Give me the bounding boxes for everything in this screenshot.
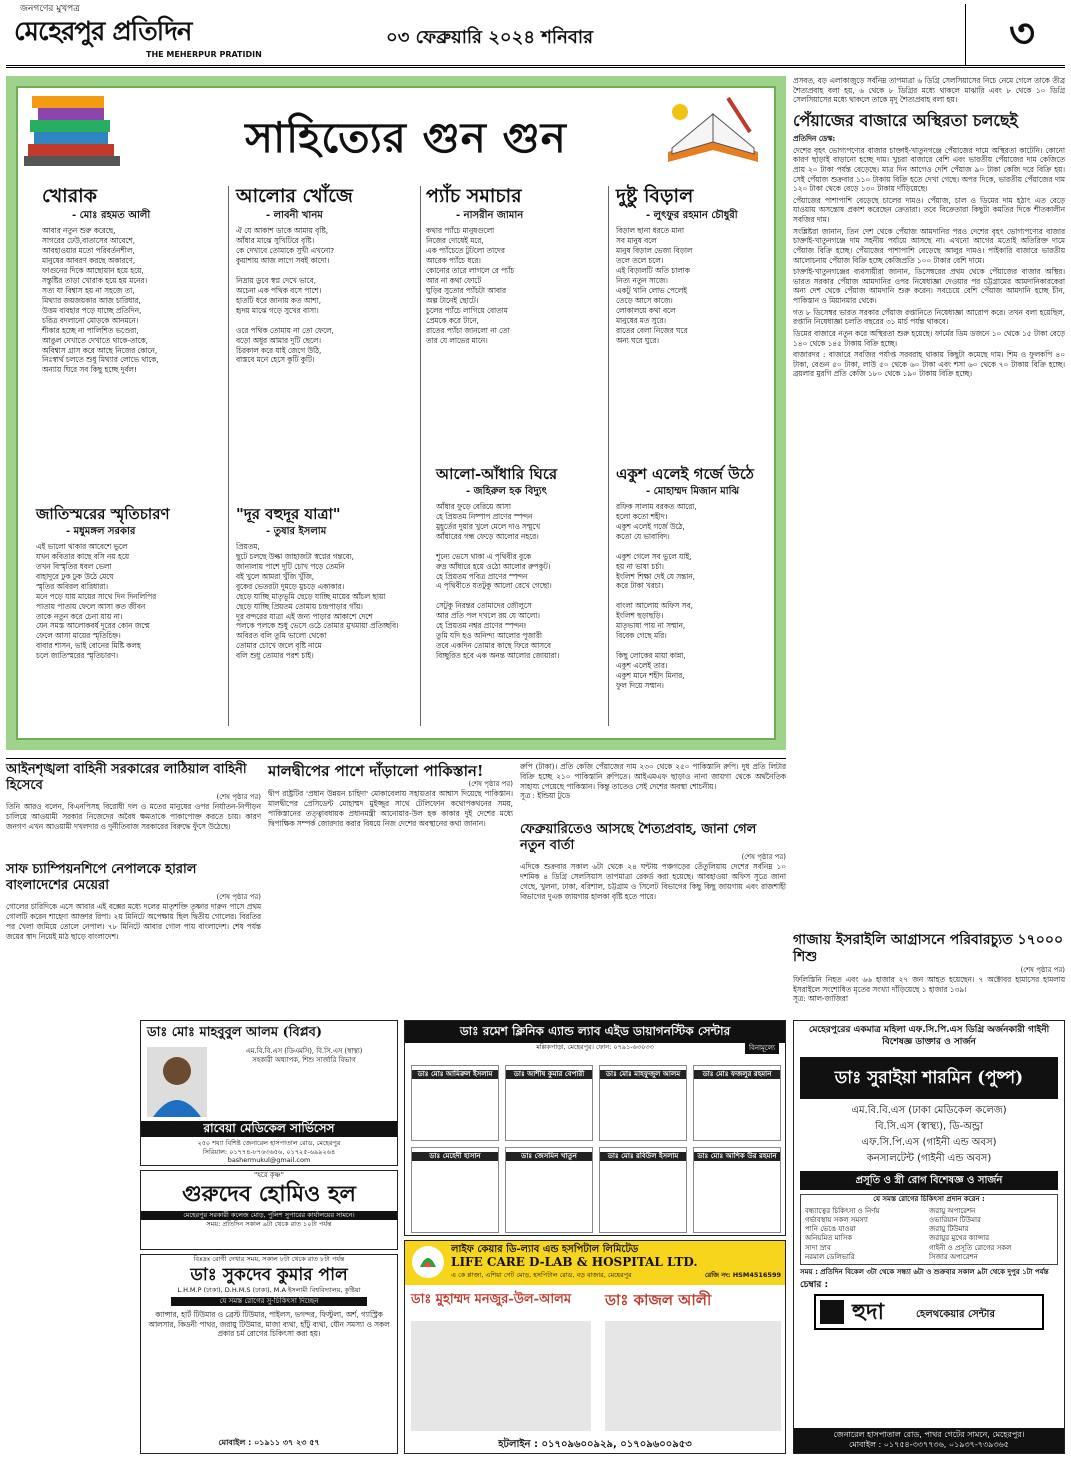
huda-sub: হেলথকেয়ার সেন্টার — [916, 1309, 995, 1321]
onion-paragraph: দেশের বৃহৎ ভোগ্যপণ্যের বাজার চাক্তাই-খাতুনগঞ্জে পেঁয়াজের দামে অস্থিরতা কাটেনি। কোনো কারণ ছাড়াই বাড়ানো হচ্ছে দাম। খুচরা বাজারে বেশি এবং ভারতীয় পেঁয়াজের দাম কেজিতে প্রায় ২০ টাকা পর্যন্ত বেড়েছে। মাত্র দিন আগেও দেশি পেঁয়াজ ৯০ টাকা কেজি দরে বিক্রি হয়। সেই পেঁয়াজ শুক্রবার ১১০ টাকায় বিক্রি হতে দেখা গেছে। অপর দিকে, ভারতীয় পেঁয়াজের দাম ১২০ টাকা থেকে বেড়ে ১৩০ টাকায় দাঁড়িয়েছে। — [793, 145, 1065, 194]
ad-ramesh-sub: মল্লিকপাড়া, মেহেরপুর। ফোন: ০৭৯১-৬৩০৩৩ — [536, 1042, 654, 1051]
lifecare-doctor-1: ডাঃ মুহাম্মদ মনজুর-উল-আলম — [411, 1292, 572, 1307]
poem-alo-andhari — [436, 466, 606, 661]
maldives-headline: মালদ্বীপের পাশে দাঁড়ালো পাকিস্তান! — [268, 762, 484, 780]
doctor-card-name: ডাঃ আশীষ কুমার বেপারী — [506, 1070, 592, 1079]
suraiya-top: মেহেরপুরের একমাত্র মহিলা এফ.সি.পি.এস ডিগ্রি অর্জনকারী গাইনী বিশেষজ্ঞ ডাক্তার ও সার্জন — [808, 1025, 1050, 1047]
ad-sukdeb-pal — [140, 1254, 398, 1454]
poem-title: "দূর বহুদূর যাত্রা" — [236, 505, 341, 523]
lifecare-name-en: LIFE CARE D-LAB & HOSPITAL LTD. — [451, 1255, 698, 1269]
literature-banner-title: সাহিত্যের গুন গুন — [245, 113, 567, 163]
ad-dr-suraiya — [793, 1020, 1065, 1454]
ad-hospital-phone: সিরিয়াল: ০১৭৭৪-৮৭৬৩৬৫৬, ০১৭২৫-৬৯৯২৬৪ — [202, 1147, 336, 1156]
suraiya-service-list — [800, 1194, 1058, 1265]
doctor-card-name: ডাঃ মোঃ আমিরুল ইসলাম — [412, 1070, 498, 1079]
ad-pal-text: ক্যান্সার, হার্ট টিউমার ও ব্রেস্ট টিউমার, পাইলস, ভগন্দর, ফিস্টুলা, অর্শ, গ্যাস্ট্রিক আলসার, কিডনী পাথর, জরায়ু টিউমার, মাজা ব্যথা, হাঁটু ব্যথা, যৌন সমস্যা ও সকল প্রকার চর্ম রোগের চিকিৎসা করা হয়। — [148, 1309, 390, 1339]
ad-pal-phone: মোবাইল : ০১৯১১ ৩৭ ২৩ ৫৭ — [218, 1438, 320, 1448]
onion-paragraph: সংশ্লিষ্টরা জানান, তিন দেশ থেকে পেঁয়াজ আমদানির পরও দেশের বৃহৎ ভোগ্যপণ্যের বাজার চাক্তাই-খাতুনগঞ্জে দাম সহনীয় পর্যায়ে আসছে না। এখনো আগের মতোই অতিরিক্ত দামে পেঁয়াজ বিক্রি হচ্ছে। পেঁয়াজের পাশাপাশি বেড়েছে আলুর দামও। পাইকারি বাজারে ভারতীয় আলোচনায় পেঁয়াজ বিক্রি হচ্ছে কেজিপ্রতি ১০০ টাকার বেশি দামে। — [793, 226, 1065, 265]
ad-doctor-name: ডাঃ মোঃ মাহবুবুল আলম (বিপ্লব) — [147, 1025, 322, 1040]
suraiya-degree: বি.সি.এস (স্বাস্থ্য), ডি-অন্ড্রা — [875, 1121, 983, 1133]
maldives-extra-text: রুপি (টাকা)। প্রতি কেজি পেঁয়াজের দাম ২৩০ থেকে ২৫০ পাকিস্তানি রুপি। দুধ প্রতি লিটার বিক্রি হচ্ছে ২১০ পাকিস্তানি রুপিতে। আইএমএফ ছাড়াও নানা জায়গা থেকে অর্থনৈতিক সাহায্য পেয়েছে পাকিস্তান। কিন্তু তাতেও সেই দেশের অবস্থা শোচনীয়। — [520, 762, 786, 791]
ad-hospital-address: ২৫০ শয্যা বিশিষ্ট জেনারেল হাসপাতাল রোড, মেহেরপুর — [197, 1139, 341, 1147]
huda-mark-icon — [820, 1300, 844, 1324]
ad-doctor-degree: এম.বি.বি.এস (ডিএমসি), বি.সি.এস (স্বাস্থ্য) — [245, 1047, 363, 1055]
poem-khorak — [42, 186, 212, 375]
literature-banner — [146, 106, 666, 170]
service-item: সিজার অপারেশন — [929, 1252, 978, 1261]
doctor-card — [505, 1147, 593, 1233]
poem-title: প্যাঁচ সমাচার — [426, 185, 522, 207]
poem-title: খোরাক — [42, 185, 97, 207]
ad-ramesh-badge: বিনামূল্যে — [745, 1043, 779, 1054]
saff-text: গোলের চারিদিকে এসে আবার এই বক্সের মধ্যে দলের মাতৃশক্তি তৃষ্ণার দারুন পাসে প্রথম গোলটি করেন শাহেদা আক্তার রিপা। ২য় মিনিটে অপেক্ষায় ছিল দ্বিতীয় গোলের। বিরতির পর খেলা জমিয়ে তোলে নেপাল। ৭৮ মিনিটে আবার গোল পায় বাংলাদেশ। শেষ পর্যন্ত জয়ের স্বাদ নিয়েই মাঠ ছাড়ে বাংলাদেশ। — [6, 902, 261, 941]
lifecare-doctor-2-details — [605, 1321, 781, 1431]
service-item: পানি ভেঙে যাওয়া — [805, 1225, 856, 1234]
column-divider — [420, 186, 421, 726]
poem-text: ঐ যে আকাশ ডাকে আমায় বৃষ্টি, আঁধার মাঝে সুখিটিরে বৃষ্টি। কে দেখাবে তোমাকে সুখী এখনো? কুয়াশায় আজ লাগে সবই কাদো। নিদ্রায় ডুবে স্বপ্ন দেখে ভাবে, অচেনা এক পথিক বসে পাশে। হাতটি ধরে জানায় কত আশা, হৃদয় মাঝে গড়ে সুখের বাসা। ওরে পথিক তোমায় না তো ফেলে, বড়ো অধুর আমার দুটি ছেলে। চিরকাল করে যাই জেগে উঠি, বাস্তবে মনে হেসে কুটি কুটি। — [236, 226, 335, 365]
suraiya-degree: এফ.সি.পি.এস (গাইনী এন্ড অবস) — [861, 1137, 997, 1149]
gaza-article — [793, 932, 1065, 1004]
law-continued-note: (শেষ পৃষ্ঠার পর) — [216, 793, 261, 802]
ad-gurudeb-homeo — [140, 1170, 398, 1250]
service-item: জরায়ু অপারেশন — [929, 1206, 976, 1215]
lifecare-address: এ কে প্লাজা, এশিয়া গেট মোড়, হসপিটাল রোড, বড় বাজার, মেহেরপুর — [451, 1271, 632, 1279]
service-item: ওভারিয়ান টিউমার — [929, 1215, 981, 1224]
maldives-article — [268, 762, 513, 828]
cold-continuation-text: প্রসবত, বড় এলাকাজুড়ে সর্বনিম্ন তাপমাত্রা ৬ ডিগ্রি সেলসিয়াসের নিচে নেমে গেলে তাকে তীব্র শৈত্যপ্রবাহ বলা হয়, ৬ থেকে ৮ ডিগ্রির মধ্যে থাকলে মাঝারি এবং ৮ থেকে ১০ ডিগ্রি সেলসিয়াসের মধ্যে থাকলে তাকে মৃদু শৈত্যপ্রবাহ বলা হয়। — [793, 76, 1065, 105]
ad-email: bashermukul@gmail.com — [227, 1156, 311, 1165]
poem-author: - মোঃ রহমত আলী — [72, 209, 151, 221]
service-item: জরায়ুর মুখের ক্যান্সার — [929, 1234, 990, 1243]
ad-homeo-top: "হরে কৃষ্ণ" — [254, 1171, 284, 1179]
leaf-logo-icon — [411, 1245, 445, 1279]
suraiya-time: সময় : প্রতিদিন বিকেল ৩টা থেকে সন্ধ্যা ৬টা ও শুক্রবার সকাল ৯টা থেকে দুপুর ১টা পর্যন্ত — [800, 1268, 1049, 1277]
gaza-text: ফিলিস্তিনি নিহত এবং ৬৬ হাজার ২৭ জন আহত হয়েছেন। ৭ অক্টোবর হামাসের হামলায় ইসরাইলে সংশোধিত মৃতের সংখ্যা দাঁড়িয়েছে ১ হাজার ১৩৯। — [793, 974, 1065, 994]
onion-paragraph: বাজারদর : বাজারে সবজির পর্যাপ্ত সরবরাহ থাকায় কিছুটা কমেছে দাম। শিম ও ফুলকপি ৪০ টাকা, বেগুন ৫০ টাকা, লাউ ৫০ থেকে ৬০ টাকা এবং শসা ৬০ থেকে ৭০ টাকায় বিক্রি হচ্ছে। ব্রয়লার মুরগি প্রতি কেজি ১৮০ থেকে ১৯০ টাকায় বিক্রি হচ্ছে। — [793, 350, 1065, 379]
huda-name: হুদা — [852, 1299, 884, 1326]
lifecare-doctor-2: ডাঃ কাজল আলী — [605, 1291, 712, 1309]
doctor-card — [411, 1065, 499, 1141]
doctor-card-name: ডাঃ মোঃ ফজলুর রহমান — [694, 1070, 780, 1079]
poem-text: এই ভালো থাকার আবেশে ভুলে যখন কবিতার কাছে বসি নয় হয়ে তখন বিস্মৃতির ধবল ভেলা বাহাদুরে ঢুক ঢুক উঠে মেঘে স্মৃতির অবিরল বারিধারা। মনে পড়ে যায় মায়ের সাথে দিন দিনলিপির পাতায় পাতায় ফেলে আসা কত জীবন তাকে নতুন করে চেনা যায় না। যেন সমস্ত আলোকবর্ষ দূরের কোন জন্মে ফেলে আসা মায়ের স্মৃতিচিহ্ন। বাবার শাসন, ভাই বোনের মিষ্টি কলহ চলে জাতিস্মরের স্মৃতিচারণ। — [36, 542, 157, 661]
open-book-icon — [658, 92, 768, 170]
doctor-card-name: ডাঃ মোঃ মাহফুজুল আলম — [600, 1070, 686, 1079]
gaza-headline: গাজায় ইসরাইলি আগ্রাসনে পরিবারচ্যুত ১৭০০০ শিশু — [793, 932, 1064, 965]
ad-doctor-post: সহকারী অধ্যাপক, শিশু সার্জারি বিভাগ — [252, 1055, 356, 1064]
ad-lifecare-hospital — [404, 1240, 786, 1454]
maldives-text: দ্বীপ রাষ্ট্রটির 'প্রধান উন্নয়ন চাহিদা' মোকাবেলায় সহায়তার আশ্বাস দিয়েছে পাকিস্তান। মালদ্বীপের প্রেসিডেন্ট মোহাম্মদ মুইজ্জুর সাথে টেলিফোন কথোপকথনের সময়, পাকিস্তানের তত্ত্বাবধায়ক প্রধানমন্ত্রী আনোয়ার-উল হক কাকার দুই দেশের মধ্যে দ্বিপাক্ষিক সম্পর্ক জোরদার করার বিষয়ে নিজ দেশের অবস্থানের কথা জানান। — [268, 789, 513, 828]
poem-text: প্রিয়তম, ছুটে চলছে উল্কা জাহাজটা স্বপ্নের গন্তব্যে, জানালায় পাশে দুটি চোখ পড়ে তেমনি বই খুলে আমরা খুঁজি খুঁজি, বুকের ভেতরটা দুমড়ে মুচড়ে একাকার। ছেড়ে যাচ্ছি মাতৃভূমি ছেড়ে যাচ্ছি মায়ের আঁচল ছায়া ছেড়ে যাচ্ছি প্রিয়তম তোমায় চন্দ্রপাড়ার গাঁয়। দূর বন্দরের যাত্রা এই জন্য পাড়ার আকাশে দেশে পলকে পলকে শুধু ভেসে ওঠে তোমার মুখমায়া প্রতিচ্ছবি। অবিরত বলি তুমি ভালো থেকো তোমার চোখে জলে বৃষ্টি নামে বলি শুধু তোমার পরশ চাই। — [236, 542, 399, 661]
suraiya-list-title: যে সমস্ত রোগের চিকিৎসা প্রদান করেন : — [873, 1195, 985, 1204]
doctor-card — [693, 1065, 781, 1141]
poem-text: কথার প্যাঁচে মানুষগুলো নিজের দোষেই মরে, এক প্যাঁচেতে টুটলো তাদের আরেক প্যাঁচে ধরে। কোনোর তারে লাগলে রে প্যাঁচ আর না কথা ফোটে ঘুড়ির সুতোর প্যাঁচটা আবার অল্প টানেই ছোটে। চুলের প্যাঁচে লাগিয়ে বোতাম প্রেমকে করে টানে, রাতের প্যাঁচা জানলো না তো তার যে লাভের মানে। — [426, 226, 515, 345]
gaza-continued-note: (শেষ পৃষ্ঠার পর) — [1020, 965, 1065, 974]
huda-logo — [814, 1294, 1044, 1330]
suraiya-address: জেনারেল হাসপাতাল রোড, পাথর গেটের সামনে, মেহেরপুর। — [833, 1429, 1025, 1439]
gaza-source: সূত্র: আল-জাজিরা — [793, 994, 848, 1004]
lifecare-reg: রেজি নং: HSM4516599 — [705, 1271, 781, 1279]
poem-title: আলোর খোঁজে — [236, 185, 353, 207]
suraiya-degree: কনসালটেন্ট (গাইনী এন্ড অবস) — [866, 1153, 992, 1165]
ad-homeo-time: সময়: প্রতিদিন সকাল ৯টা থেকে রাত ১০টা পর্যন্ত — [206, 1219, 332, 1228]
ad-pal-bar: যে সমস্ত রোগের সু-চিকিৎসা দিচ্ছেন — [171, 1297, 367, 1306]
doctor-card-name: ডাঃ মোঃ রবিউল ইসলাম — [600, 1152, 686, 1161]
maldives-continuation — [520, 762, 786, 801]
saff-continued-note: (শেষ পৃষ্ঠার পর) — [216, 893, 261, 902]
lifecare-doctor-1-details — [411, 1321, 591, 1431]
issue-date: ০৩ ফেব্রুয়ারি ২০২৪ শনিবার — [386, 27, 593, 48]
doctor-card-name: ডাঃ মোঃ আশিক উর রহমান — [694, 1152, 780, 1161]
ad-pal-name: ডাঃ সুকদেব কুমার পাল — [190, 1264, 348, 1285]
law-text: তিনি আরও বলেন, বিএনপিসহ বিরোধী দল ও মতের মানুষের ওপর নির্যাতন-নিপীড়ন চালিয়ে আওয়ামী সরকার নিজেদের অবৈধ ক্ষমতাকে পাকাপোক্ত করতে চায়। কারণ জনগণ এখন আওয়ামী দখলদার ও দুর্নীতিবাজ সরকারের বিরুদ্ধে ফুঁসে উঠেছে। — [6, 802, 261, 831]
law-article — [6, 762, 261, 832]
poem-author: - লাবনী খানম — [266, 209, 323, 221]
newspaper-title: মেহেরপুর প্রতিদিন — [14, 17, 192, 47]
suraiya-specialty-bar: প্রসূতি ও স্ত্রী রোগ বিশেষজ্ঞ ও সার্জন — [800, 1171, 1058, 1190]
doctor-card-name: ডাঃ জেসমিন খাতুন — [506, 1152, 592, 1161]
poem-author: - জহিরুল হক বিদ্যুৎ — [466, 485, 547, 497]
poem-author: - নাসরীন জামান — [456, 209, 524, 221]
poem-author: - তুষার ইসলাম — [266, 525, 327, 537]
page-number: ৩ — [1008, 10, 1035, 57]
service-item: নরমাল ডেলিভারি — [805, 1252, 855, 1261]
ad-homeo-name: গুরুদেব হোমিও হল — [182, 1181, 356, 1208]
column-divider — [228, 186, 229, 726]
poem-author: - মোহাম্মদ মিজান মাঝি — [646, 485, 740, 497]
masthead — [6, 4, 1065, 68]
doctor-card — [505, 1065, 593, 1141]
ad-homeo-line: মেহেরপুর সরকারী কলেজ মোড়, পুলিশ সুপারের কার্যালয়ের সামনে। — [141, 1211, 397, 1220]
doctor-card — [599, 1147, 687, 1233]
column-divider — [608, 186, 609, 726]
poem-title: দুষ্টু বিড়াল — [616, 185, 694, 207]
newspaper-subtitle: THE MEHERPUR PRATIDIN — [146, 50, 262, 59]
law-headline: আইনশৃঙ্খলা বাহিনী সরকারের লাঠিয়াল বাহিনী হিসেবে — [6, 762, 247, 793]
service-item: গর্ভাবস্থায় সকল সমস্যা — [805, 1215, 868, 1224]
suraiya-degree: এম.বি.বি.এস (ঢাকা মেডিকেল কলেজ) — [851, 1105, 1007, 1117]
cold-text: এদিকে শুক্রবার সকাল ৬টা থেকে ২৪ ঘন্টায় পঞ্চগড়ের তেঁতুলিয়ায় দেশের সর্বনিম্ন ১০ দশমিক ৪ ডিগ্রি সেলসিয়াস তাপমাত্রা রেকর্ড করা হয়েছে। আবহাওয়া অফিস সূত্রে জানা গেছে, খুলনা, ঢাকা, বরিশাল, চট্টগ্রাম ও সিলেট বিভাগের কিছু কিছু জায়গায় এবং রাজশাহী বিভাগের দুএক জায়গায় হালকা বৃষ্টি হতে পারে। — [520, 862, 786, 901]
onion-byline: প্রতিদিন ডেস্ক: — [793, 134, 836, 144]
poem-alor-khonje — [236, 186, 416, 365]
onion-paragraph: গত ৮ ডিসেম্বর ভারত সরকার পেঁয়াজ রপ্তানিতে নিষেধাজ্ঞা আরোপ করে। তখন বলা হয়েছিল, রপ্তানি নিষেধাজ্ঞা চলতি বছরের ৩১ মার্চ পর্যন্ত থাকবে। — [793, 307, 1065, 327]
poem-jatismor — [36, 506, 226, 661]
poem-text: রফিক সালাম বরকত আরো, হলো কতো শহীদ। একুশ এলেই গর্জে উঠে, কতো যে ভাবাবিদ। একুশ গেলে সব ভুলে যাই, হয় না ভাষা চর্চা। ইংলিশ শিক্ষা দেই যে সন্তান, করে টাকা খরচা। বাংলা আলোয় অফিস সব, ইংলিশ ছড়াছড়ি। মাতৃভাষা পায় না সম্মান, বিবেক গেছে মরি। কিছু লোকের মায়া কান্না, একুশ এলেই তার। একুশ মানে শহীদ মিনার, ফুল দিয়ে সম্মান। — [616, 502, 697, 690]
service-item: গাইনী ও প্রসূতি রোগের সকল — [929, 1243, 1012, 1252]
doctor-card — [693, 1147, 781, 1233]
poem-text: আবার নতুন শুরু করেছে, সাগরের ঢেউ,বাতাসের আবেশে, আবহাওয়ার মতো পরিবর্তনশীল, মানুষের আবরণ করছে অকারণে, ফাগুনের দিকে আছোয়ান হয়ে হয়ে, সন্তুষ্টির তাড়া খোরাক হয়ে হয় মনের। সত্য যা বিশ্বাস হয় না সহজে তা, মিথ্যার জয়জয়কার আজ চারিধার, উত্তম ব্যবহার পড়ে যাচ্ছে প্রতিদিন, চরিত্র বদলানো মোড়কে আনমনে। শীকার হচ্ছে না পালিশিত ভণ্ডেরা, আঙুল দেখাতে দেখাতে থাকে-তাকে, অবিশ্বাস গ্রাস করে আছে নিজের কোনে, নিঃস্বার্থ চলতে শুধু মিথ্যার লোভে থাকে, অন্যায় ঘিরে সব কিছু হচ্ছে দুর্বল! — [42, 226, 159, 375]
lifecare-hotline: হটলাইন : ০১৭০৯৬০০৯২৯, ০১৭০৯৬০০৯৫৩ — [498, 1438, 692, 1450]
poem-ekush — [616, 466, 776, 691]
maldives-continued-note: (শেষ পৃষ্ঠার পর) — [468, 780, 513, 788]
ad-ramesh-clinic — [404, 1020, 786, 1236]
suraiya-name: ডাঃ সুরাইয়া শারমিন (পুষ্প) — [800, 1057, 1058, 1099]
onion-paragraph: চাক্তাই-খাতুনগঞ্জের ব্যবসায়ীরা জানান, ডিসেম্বরের প্রথম থেকে পেঁয়াজের বাজার অস্থির। ভারত সরকার পেঁয়াজ আমদানির ওপর নিষেধাজ্ঞা দেওয়ার পর চট্টগ্রামের আমদানিকারকেরা অন্য দেশ থেকে পেঁয়াজ আমদানি শুরু করেন। সবচেয়ে বেশি পেঁয়াজ আমদানি হচ্ছে চীন, পাকিস্তান ও মিয়ানমার থেকে। — [793, 267, 1065, 306]
onion-headline: পেঁয়াজের বাজারে অস্থিরতা চলছেই — [793, 110, 1018, 130]
ad-ramesh-name: ডাঃ রমেশ ক্লিনিক এ্যান্ড ল্যাব এইড ডায়াগনস্টিক সেন্টার — [405, 1021, 785, 1043]
poem-pyach-somachar — [426, 186, 596, 346]
poem-text: আঁধার ফুড়ে বেরিয়ে আসা হে প্রিয়তম নিষ্পাপ প্রাণের স্পন্দন মুহূর্তের দুয়ার খুলে মেলে দাও সম্মুখে আঁধারের গন্ধ ফেড়ে আলোর নহরে। শূন্যে ভেসে থাকা এ পৃথিবীর বুকে রুদ্র আঁধারে হয়ে ওঠো আলোর রুপকুট। হে প্রিয়তম পবিত্র প্রাণের স্পন্দন এ পৃথিবীতে যতটুকু আলো রেখে গেছো। সেটুকু নিরন্তর তোমাদের জৌলুসে আর প্রতি পল দখলে রয় যে আলো। হে প্রিয়তম নশ্বর প্রাণের স্পন্দন! তুমি যদি হও অনিন্দ্য আলোর পূজারী তবে একদিন তোমার কাছে ফিরে আসবে বিচ্ছুরিত হবে এক অনন্ত আলোর জোয়ারা। — [436, 502, 560, 660]
doctor-card — [411, 1147, 499, 1233]
literature-panel — [6, 76, 786, 750]
poem-dur-bohudur — [236, 506, 426, 661]
service-item: অনিয়মিত মাসিক — [805, 1234, 853, 1243]
suraiya-chamber-label: চেম্বার : — [800, 1280, 829, 1291]
right-column — [793, 76, 1065, 381]
saff-article — [6, 862, 261, 941]
onion-paragraph: পেঁয়াজের পাশাপাশি বেড়েছে চালের দামও। পেঁয়াজ, চাল ও ডিমের দাম হঠাৎ এত বেড়ে যাওয়ায় অসন্তোষ প্রকাশ করেছেন ক্রেতারা। তবে বিক্রেতারা কিছুটা কমতির দিকে শীতকালীন সবজির দাম। — [793, 195, 1065, 225]
poem-text: বিড়াল ছানা ধরতে মানা সব মানুষ বলে মানুষ বিড়াল ভেজা বিড়াল তলে তলে চলে। এই বিড়ালটি অতি চালাক নিত্য নতুন সাজে। একটু খানি লোভ পেলেই তেড়ে আসে কাজে। লোকালয়ে কথা বলে মানুষের মত সুরে। রাতের বেলা নিজের ঘরে অন্য ঘরে ঘুরে। — [616, 226, 693, 345]
service-item: সাদা স্রাব — [805, 1243, 831, 1252]
ad-pal-top: বিঃদ্রঃ রোগী দেখার সময়, সকাল ৮টা থেকে রাত ৮টা পর্যন্ত — [193, 1255, 345, 1263]
ad-pal-degree: L.H.M.P (ঢাকা), D.H.M.S (ঢাকা), M.A ইসলামী বিশ্ববিদ্যালয়, কুষ্টিয়া — [177, 1286, 361, 1295]
onion-paragraph: ডিমের বাজারে নতুন করে অস্থিরতা শুরু হয়েছে। ফার্মের ডিম ডজনে ১০ থেকে ১৫ টাকা বেড়ে ১৪০ থেকে ১৪৫ টাকায় বিক্রি হচ্ছে। — [793, 328, 1065, 348]
poem-title: জাতিস্মরের স্মৃতিচারণ — [36, 505, 170, 523]
ad-hospital-name: রাবেয়া মেডিকেল সার্ভিসেস — [141, 1121, 397, 1137]
suraiya-phone: মোবাইল : ০১৭৫৪-৩৩৭৭৩৬, ০১৯৩৭-৭৩৯৩৬৫ — [849, 1440, 1009, 1450]
maldives-source: সূত্র : ইন্ডিয়া টুডে — [520, 791, 571, 801]
saff-headline: সাফ চ্যাম্পিয়নশিপে নেপালকে হারাল বাংলাদেশের মেয়েরা — [6, 862, 197, 893]
service-item: জরায়ু টিউমার — [929, 1225, 969, 1234]
doctor-card — [599, 1065, 687, 1141]
poem-dushtu-biral — [616, 186, 776, 346]
tagline: জনগণের মুখপত্র — [20, 4, 80, 14]
ad-doctor-mahbubul — [140, 1020, 398, 1166]
doctor-photo — [147, 1047, 207, 1117]
cold-continued-note: (শেষ পৃষ্ঠার পর) — [741, 853, 786, 862]
poem-author: - লুৎফুর রহমান চৌধুরী — [646, 209, 738, 221]
books-icon — [24, 92, 120, 170]
cold-headline: ফেব্রুয়ারিতেও আসছে শৈত্যপ্রবাহ, জানা গেল নতুন বার্তা — [520, 822, 757, 853]
poem-author: - মধুমঙ্গল সরকার — [66, 525, 136, 537]
poem-title: আলো-আঁধারি ঘিরে — [436, 465, 558, 483]
service-item: বন্ধ্যাত্বের চিকিৎসা ও নির্ণয় — [805, 1206, 880, 1215]
doctor-card-name: ডাঃ মেহেদী হাসান — [412, 1152, 498, 1161]
cold-article — [520, 822, 786, 901]
lifecare-name-bn: লাইফ কেয়ার ডি-ল্যাব এন্ড হসপিটাল লিমিটেড — [451, 1244, 639, 1255]
poem-title: একুশ এলেই গর্জে উঠে — [616, 465, 754, 483]
lifecare-header — [405, 1241, 785, 1285]
section-rule — [6, 758, 786, 759]
